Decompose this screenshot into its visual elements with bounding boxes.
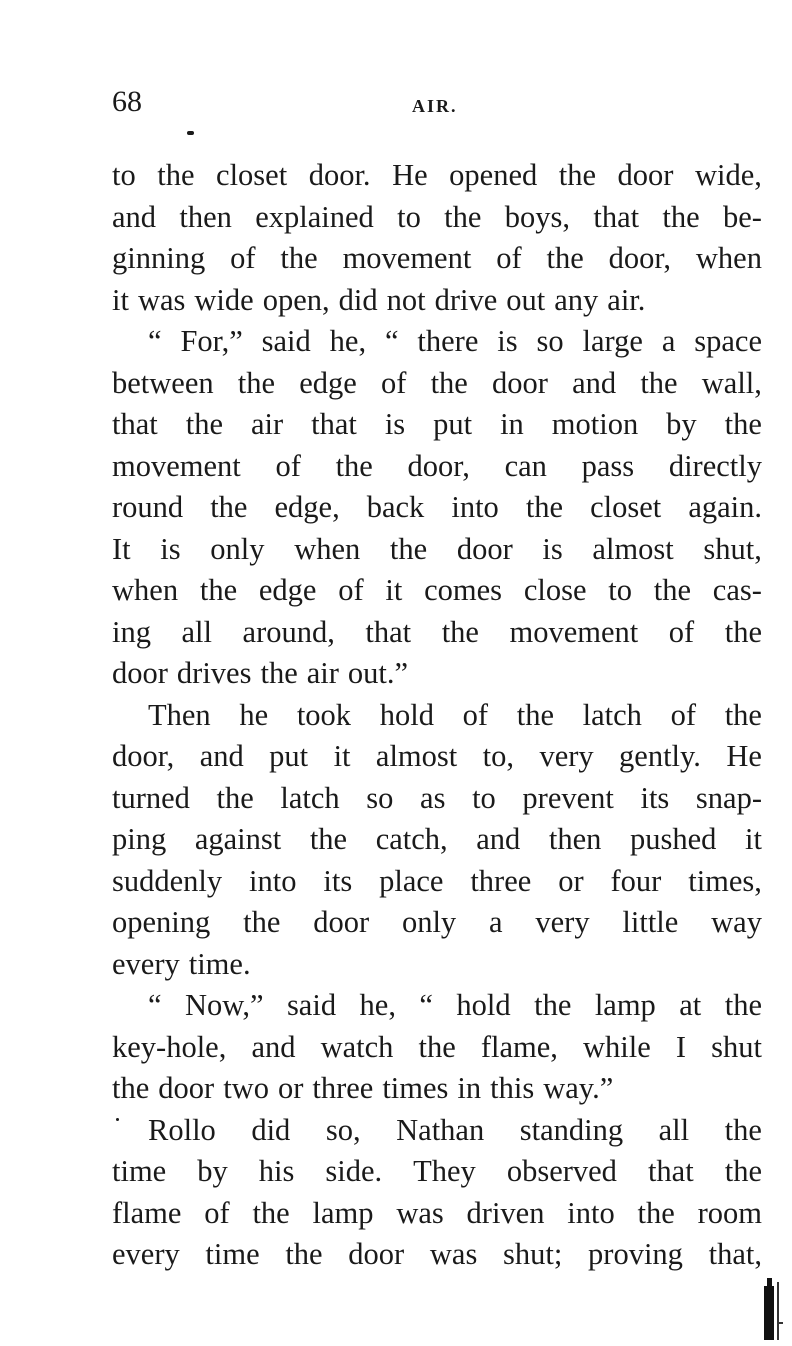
word: its <box>323 863 353 898</box>
text-line <box>112 778 762 820</box>
text-line <box>112 944 762 986</box>
word: then <box>179 199 232 234</box>
word: or <box>558 863 584 898</box>
word: the <box>724 697 762 732</box>
word: then <box>548 822 602 856</box>
word: little <box>622 905 679 939</box>
text-line <box>112 695 762 737</box>
word: the <box>441 614 479 649</box>
word: of <box>230 241 256 275</box>
word: as <box>420 780 446 815</box>
text-line <box>112 1234 762 1276</box>
word: the <box>724 1154 762 1188</box>
text-line <box>112 985 762 1027</box>
word: the <box>558 158 597 192</box>
word: every <box>112 1237 180 1271</box>
word: boys, <box>504 199 571 234</box>
word: to <box>608 573 632 607</box>
word: the <box>157 158 195 192</box>
text-line <box>112 155 762 197</box>
word: ginning <box>112 241 206 275</box>
word: very <box>535 905 590 939</box>
word: the <box>525 490 564 524</box>
word: that, <box>708 1237 762 1271</box>
word: was <box>429 1237 478 1271</box>
word: “ <box>419 988 433 1022</box>
text-line <box>112 280 762 322</box>
word: was <box>137 282 186 317</box>
word: pushed <box>630 822 717 856</box>
word: three <box>312 1071 374 1105</box>
word: the <box>335 448 373 483</box>
word: took <box>296 697 352 732</box>
word: was <box>396 1195 444 1230</box>
word: the <box>309 822 348 856</box>
text-line <box>112 612 762 654</box>
word: wide, <box>694 158 762 192</box>
word: to <box>397 199 421 234</box>
running-head: AIR. <box>412 96 458 116</box>
text-line <box>112 446 762 488</box>
word: wide <box>194 282 254 317</box>
word: He <box>726 739 762 773</box>
word: door, <box>112 739 175 773</box>
word: the <box>389 531 428 566</box>
word: edge <box>299 365 357 400</box>
word: the <box>546 241 584 275</box>
word: edge, <box>274 490 340 524</box>
word: observed <box>506 1154 617 1188</box>
word: shut <box>711 1029 762 1064</box>
text-line <box>112 1151 762 1193</box>
word: again. <box>688 490 762 524</box>
word: the <box>418 1029 456 1064</box>
text-line <box>112 363 762 405</box>
word: all <box>658 1112 690 1147</box>
word: did <box>251 1112 291 1147</box>
word: it <box>745 822 762 856</box>
word: said <box>286 988 337 1022</box>
body-text <box>112 155 762 1276</box>
text-line <box>112 238 762 280</box>
word: is <box>542 531 563 566</box>
word: place <box>379 863 444 898</box>
word: of <box>670 697 697 732</box>
word: of <box>204 1195 230 1230</box>
word: door, <box>608 241 671 275</box>
word: times, <box>688 863 762 898</box>
word: flame, <box>480 1029 558 1064</box>
word: of <box>380 365 407 400</box>
word: close <box>523 573 587 607</box>
word: can <box>504 448 547 483</box>
word: the <box>640 365 678 400</box>
word: it <box>333 739 351 773</box>
word: when <box>112 573 179 607</box>
page-number: 68 <box>112 85 142 118</box>
text-line <box>112 653 762 695</box>
word: out <box>506 282 546 317</box>
text-line <box>112 861 762 903</box>
word: out.” <box>347 656 409 690</box>
word: the <box>662 199 700 234</box>
word: put <box>269 739 309 773</box>
word: any <box>554 282 599 317</box>
word: a <box>661 324 676 358</box>
word: of <box>496 241 522 275</box>
word: movement <box>509 614 639 649</box>
word: Now,” <box>185 988 264 1022</box>
word: in <box>457 1071 482 1105</box>
word: back <box>366 490 425 524</box>
word: prevent <box>522 780 614 815</box>
word: It <box>112 531 131 566</box>
word: watch <box>320 1029 394 1064</box>
word: between <box>112 365 214 400</box>
page-edge-mark <box>762 1272 784 1342</box>
ink-speck <box>187 131 194 135</box>
word: its <box>640 780 670 815</box>
word: into <box>249 863 297 898</box>
word: the <box>216 780 254 815</box>
word: Rollo <box>148 1112 216 1147</box>
text-line <box>112 819 762 861</box>
word: the <box>210 490 248 524</box>
word: all <box>181 614 213 649</box>
word: this <box>490 1071 535 1105</box>
word: “ <box>148 988 162 1022</box>
word: movement <box>112 448 241 483</box>
word: shut, <box>703 531 762 566</box>
word: the <box>444 199 482 234</box>
word: of <box>668 614 695 649</box>
word: Then <box>148 697 211 732</box>
word: of <box>275 448 301 483</box>
word: proving <box>588 1237 683 1271</box>
word: open, <box>262 282 330 317</box>
text-line <box>112 1110 762 1152</box>
word: only <box>210 531 265 566</box>
word: comes <box>424 573 503 607</box>
word: against <box>194 822 282 856</box>
word: air <box>250 407 284 441</box>
word: by <box>666 407 697 441</box>
word: to <box>472 780 496 815</box>
word: into <box>451 490 499 524</box>
word: latch <box>280 780 340 815</box>
word: Nathan <box>396 1112 485 1147</box>
word: He <box>392 158 428 192</box>
word: it <box>112 282 129 317</box>
word: the <box>280 241 318 275</box>
word: the <box>237 365 276 400</box>
word: driven <box>466 1195 545 1230</box>
word: is <box>384 407 406 441</box>
word: two <box>223 1071 269 1105</box>
word: catch, <box>375 822 448 856</box>
word: his <box>258 1154 295 1188</box>
word: room <box>697 1195 762 1230</box>
word: while <box>583 1029 651 1064</box>
word: wall, <box>701 365 762 400</box>
word: and <box>251 1029 296 1064</box>
word: did <box>338 282 378 317</box>
word: standing <box>519 1112 624 1147</box>
word: there <box>417 324 479 358</box>
word: lamp <box>312 1195 374 1230</box>
word: time <box>205 1237 260 1271</box>
word: the <box>724 988 762 1022</box>
word: “ <box>148 324 162 358</box>
word: lamp <box>594 988 656 1022</box>
word: not <box>386 282 426 317</box>
word: door <box>492 365 548 400</box>
word: flame <box>112 1195 182 1230</box>
text-line <box>112 736 762 778</box>
word: almost <box>592 531 674 566</box>
word: almost <box>375 739 458 773</box>
word: the <box>285 1237 323 1271</box>
word: door. <box>308 158 371 192</box>
word: ping <box>112 822 167 856</box>
word: shut; <box>503 1237 563 1271</box>
word: door <box>348 1237 405 1271</box>
word: directly <box>668 448 762 483</box>
word: hold <box>456 988 511 1022</box>
word: and <box>476 822 521 856</box>
word: the <box>199 573 238 607</box>
word: that <box>365 614 412 649</box>
word: ing <box>112 614 151 649</box>
word: the <box>185 407 223 441</box>
word: suddenly <box>112 863 223 898</box>
word: be- <box>723 199 762 234</box>
word: drives <box>176 656 252 690</box>
word: key-hole, <box>112 1029 227 1064</box>
word: motion <box>551 407 639 441</box>
word: the <box>724 407 762 441</box>
word: it <box>385 573 403 607</box>
word: or <box>277 1071 304 1105</box>
word: movement <box>342 241 472 275</box>
word: For,” <box>180 324 243 358</box>
word: space <box>694 324 762 358</box>
word: edge <box>258 573 317 607</box>
word: hold <box>379 697 434 732</box>
word: he, <box>359 988 396 1022</box>
word: time <box>112 1154 167 1188</box>
word: very <box>539 739 594 773</box>
text-line <box>112 1068 762 1110</box>
word: explained <box>255 199 374 234</box>
word: he, <box>329 324 367 358</box>
word: time. <box>188 946 251 981</box>
word: three <box>470 863 532 898</box>
word: door, <box>407 448 470 483</box>
text-line <box>112 1027 762 1069</box>
word: and <box>199 739 244 773</box>
word: door <box>456 531 513 566</box>
word: latch <box>582 697 642 732</box>
text-line <box>112 197 762 239</box>
word: door <box>158 1071 215 1105</box>
word: They <box>413 1154 476 1188</box>
word: the <box>724 614 762 649</box>
word: so <box>536 324 564 358</box>
word: around, <box>242 614 335 649</box>
word: air. <box>607 282 646 317</box>
word: that <box>311 407 357 441</box>
word: so, <box>325 1112 361 1147</box>
word: into <box>567 1195 615 1230</box>
word: cas- <box>712 573 762 607</box>
word: four <box>610 863 662 898</box>
word: door <box>112 656 168 690</box>
word: the <box>637 1195 675 1230</box>
word: the <box>724 1112 762 1147</box>
word: and <box>572 365 617 400</box>
word: door <box>313 905 370 939</box>
word: side. <box>325 1154 383 1188</box>
text-line <box>112 570 762 612</box>
word: the <box>534 988 572 1022</box>
word: the <box>243 905 281 939</box>
word: snap- <box>695 780 762 815</box>
word: of <box>338 573 364 607</box>
word: door <box>617 158 674 192</box>
word: every <box>112 946 180 981</box>
word: the <box>653 573 692 607</box>
word: a <box>489 905 503 939</box>
word: way.” <box>543 1071 614 1105</box>
word: drive <box>434 282 498 317</box>
word: said <box>261 324 311 358</box>
word: when <box>695 241 762 275</box>
text-line <box>112 404 762 446</box>
text-line <box>112 487 762 529</box>
word: closet <box>590 490 662 524</box>
word: way <box>711 905 762 939</box>
word: and <box>112 199 157 234</box>
word: that <box>112 407 158 441</box>
word: opened <box>449 158 538 192</box>
word: only <box>401 905 457 939</box>
word: so <box>366 780 394 815</box>
word: is <box>497 324 518 358</box>
word: to, <box>482 739 515 773</box>
word: the <box>260 656 298 690</box>
word: by <box>197 1154 228 1188</box>
word: that <box>647 1154 694 1188</box>
word: of <box>462 697 489 732</box>
word: I <box>675 1029 687 1064</box>
word: put <box>433 407 473 441</box>
word: opening <box>112 905 211 939</box>
text-line <box>112 1193 762 1235</box>
word: “ <box>384 324 399 358</box>
word: the <box>112 1071 150 1105</box>
page-header <box>112 82 762 122</box>
word: the <box>430 365 468 400</box>
word: in <box>500 407 524 441</box>
word: to <box>112 158 136 192</box>
text-line <box>112 529 762 571</box>
word: air <box>306 656 339 690</box>
word: the <box>516 697 554 732</box>
word: he <box>239 697 269 732</box>
word: times <box>382 1071 449 1105</box>
word: when <box>294 531 361 566</box>
word: large <box>582 324 643 358</box>
word: pass <box>581 448 635 483</box>
word: that <box>593 199 640 234</box>
word: gently. <box>619 739 701 773</box>
text-line <box>112 902 762 944</box>
word: round <box>112 490 184 524</box>
word: turned <box>112 780 190 815</box>
word: at <box>679 988 702 1022</box>
text-line <box>112 321 762 363</box>
word: is <box>160 531 181 566</box>
word: the <box>252 1195 290 1230</box>
word: closet <box>216 158 288 192</box>
